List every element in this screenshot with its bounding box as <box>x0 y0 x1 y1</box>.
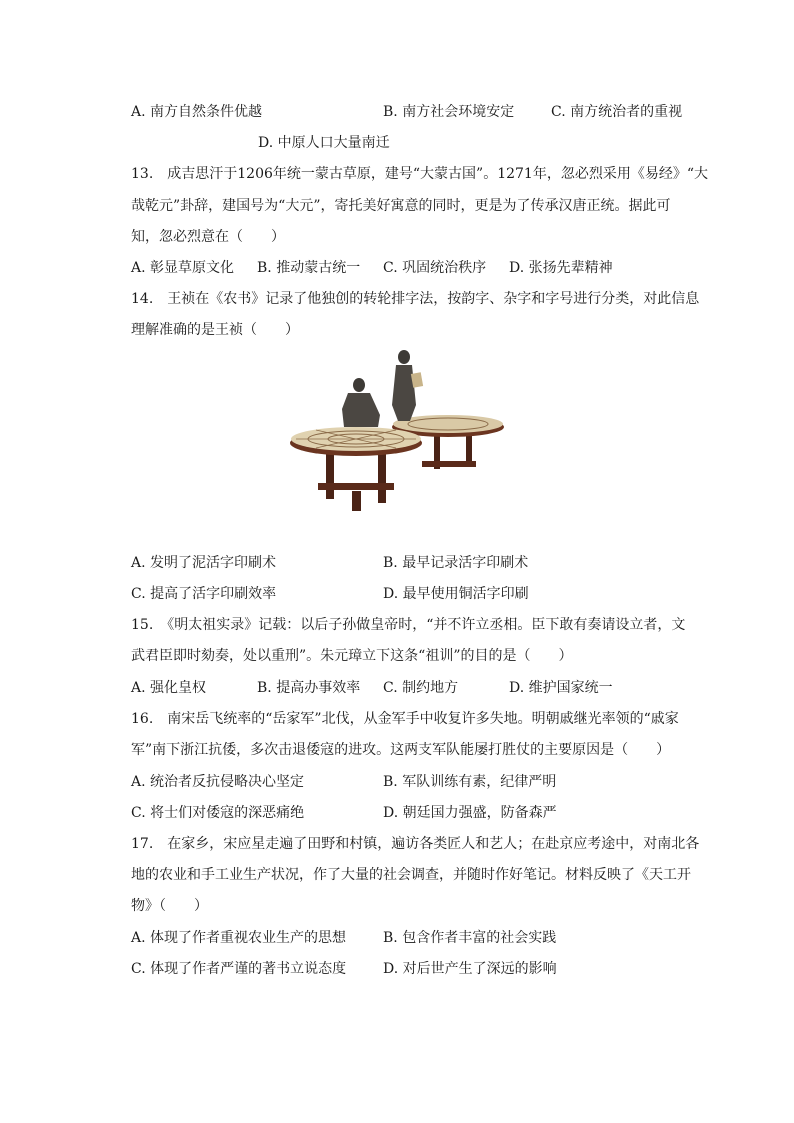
q13-stem-line-2: 哉乾元”卦辞，建国号为“大元”，寄托美好寓意的同时，更是为了传承汉唐正统。据此可 <box>131 198 671 214</box>
q16-stem-line-1: 16. 南宋岳飞统率的“岳家军”北伐，从金军手中收复许多失地。明朝戚继光率领的“戚家 <box>131 711 679 727</box>
table-base <box>422 461 476 467</box>
q15-stem-line-1: 15. 《明太祖实录》记载：以后子孙做皇帝时，“并不许立丞相。臣下敢有奏请设立者，文 <box>131 617 686 633</box>
table-leg <box>378 451 386 503</box>
table-post <box>352 491 361 511</box>
q15-option-b: B. 提高办事效率 <box>257 680 361 696</box>
q12-option-b: B. 南方社会环境安定 <box>383 104 515 120</box>
q17-stem-line-2: 地的农业和手工业生产状况，作了大量的社会调查，并随时作好笔记。材料反映了《天工开 <box>131 867 691 883</box>
q15-option-a: A. 强化皇权 <box>131 680 207 696</box>
q14-stem-line-2: 理解准确的是王祯（ ） <box>131 322 299 338</box>
q15-option-d: D. 维护国家统一 <box>509 680 613 696</box>
table-leg <box>466 433 472 465</box>
q14-option-b: B. 最早记录活字印刷术 <box>383 555 529 571</box>
q13-option-b: B. 推动蒙古统一 <box>257 260 361 276</box>
q17-option-a: A. 体现了作者重视农业生产的思想 <box>131 930 347 946</box>
q17-option-c: C. 体现了作者严谨的著书立说态度 <box>131 961 347 977</box>
q13-stem-line-3: 知，忽必烈意在（ ） <box>131 229 285 245</box>
q17-option-b: B. 包含作者丰富的社会实践 <box>383 930 557 946</box>
q17-stem-line-3: 物》（ ） <box>131 898 208 914</box>
q16-option-a: A. 统治者反抗侵略决心坚定 <box>131 774 305 790</box>
table-leg <box>326 451 334 499</box>
q16-option-c: C. 将士们对倭寇的深恶痛绝 <box>131 805 305 821</box>
q16-option-b: B. 军队训练有素，纪律严明 <box>383 774 557 790</box>
q14-option-d: D. 最早使用铜活字印刷 <box>383 586 529 602</box>
q12-option-c: C. 南方统治者的重视 <box>551 104 683 120</box>
q17-stem-line-1: 17. 在家乡，宋应星走遍了田野和村镇，遍访各类匠人和艺人；在赴京应考途中，对南北各 <box>131 836 700 852</box>
q17-option-d: D. 对后世产生了深远的影响 <box>383 961 557 977</box>
q16-stem-line-2: 军”南下浙江抗倭，多次击退倭寇的进攻。这两支军队能屡打胜仗的主要原因是（ ） <box>131 742 671 758</box>
q14-option-a: A. 发明了泥活字印刷术 <box>131 555 277 571</box>
q16-option-d: D. 朝廷国力强盛，防备森严 <box>383 805 557 821</box>
q14-stem-line-1: 14. 王祯在《农书》记录了他独创的转轮排字法，按韵字、杂字和字号进行分类，对此信息 <box>131 291 700 307</box>
q12-option-d: D. 中原人口大量南迁 <box>258 135 390 151</box>
standing-figure-body <box>392 365 416 421</box>
table-base <box>318 483 394 490</box>
q12-option-a: A. 南方自然条件优越 <box>131 104 263 120</box>
q15-stem-line-2: 武君臣即时劾奏，处以重刑”。朱元璋立下这条“祖训”的目的是（ ） <box>131 648 573 664</box>
seated-figure-body <box>342 393 380 427</box>
standing-figure-head <box>398 350 410 364</box>
q14-option-c: C. 提高了活字印刷效率 <box>131 586 277 602</box>
q13-option-d: D. 张扬先辈精神 <box>509 260 613 276</box>
seated-figure-head <box>353 378 365 392</box>
rotating-type-table-illustration <box>286 343 506 515</box>
q13-option-a: A. 彰显草原文化 <box>131 260 235 276</box>
q13-option-c: C. 巩固统治秩序 <box>383 260 487 276</box>
q13-stem-line-1: 13. 成吉思汗于1206年统一蒙古草原，建号“大蒙古国”。1271年，忽必烈采用《易经》“大 <box>131 166 708 182</box>
q15-option-c: C. 制约地方 <box>383 680 459 696</box>
